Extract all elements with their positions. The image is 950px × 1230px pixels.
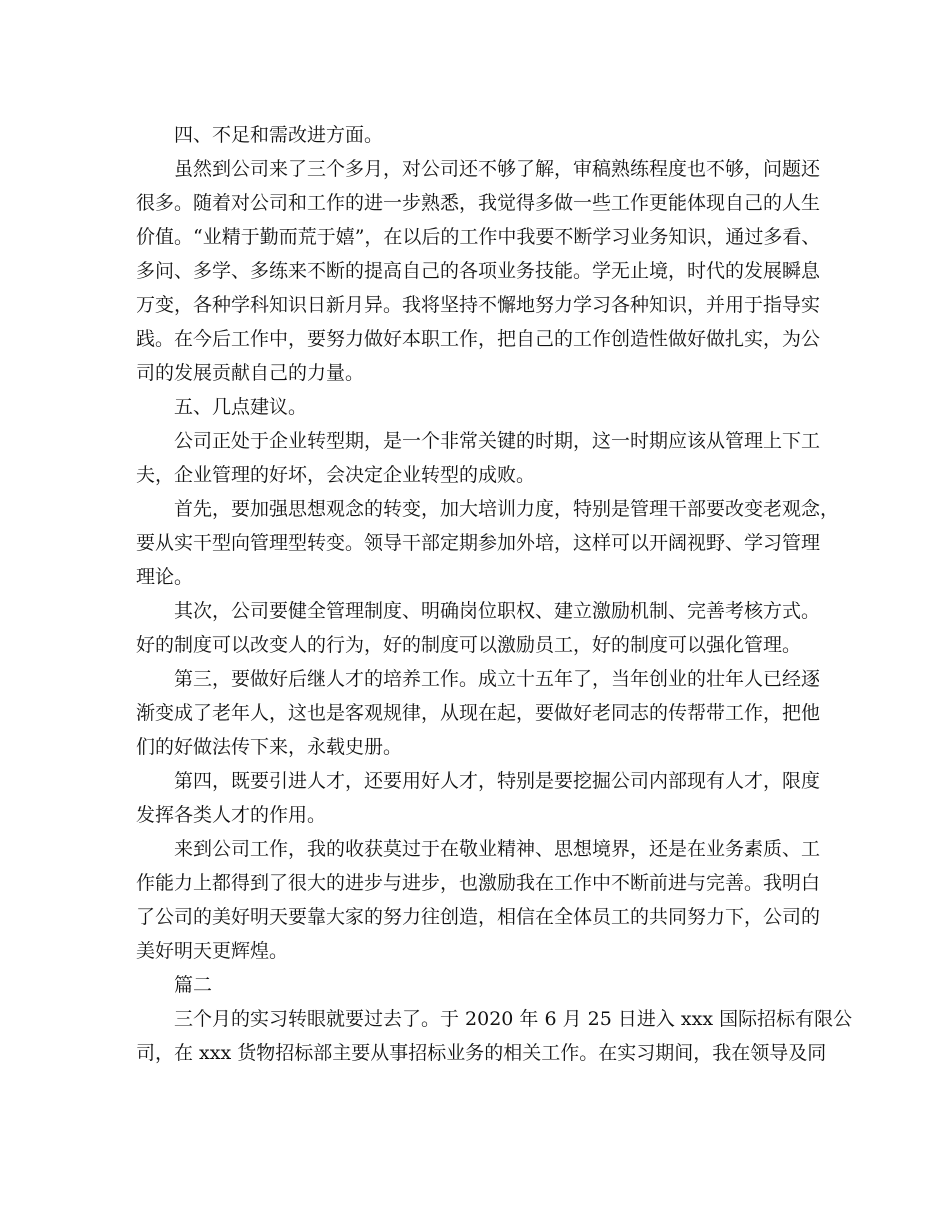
text-line: 第四，既要引进人才，还要用好人才，特别是要挖掘公司内部现有人才，限度 [174, 770, 821, 792]
text-line: 四、不足和需改进方面。 [174, 124, 384, 146]
text-line: 作能力上都得到了很大的进步与进步，也激励我在工作中不断前进与完善。我明白 [136, 872, 821, 894]
text-line: 美好明天更辉煌。 [136, 940, 289, 962]
text-line: 要从实干型向管理型转变。领导干部定期参加外培，这样可以开阔视野、学习管理 [136, 532, 821, 554]
text-line: 多问、多学、多练来不断的提高自己的各项业务技能。学无止境，时代的发展瞬息 [136, 260, 821, 282]
text-line: 价值。“业精于勤而荒于嬉”，在以后的工作中我要不断学习业务知识，通过多看、 [136, 226, 821, 248]
text-line: 虽然到公司来了三个多月，对公司还不够了解，审稿熟练程度也不够，问题还 [174, 158, 821, 180]
text-line: 篇二 [174, 974, 213, 996]
text-line: 夫，企业管理的好坏，会决定企业转型的成败。 [136, 464, 536, 486]
text-line: 发挥各类人才的作用。 [136, 804, 327, 826]
text-line: 好的制度可以改变人的行为，好的制度可以激励员工，好的制度可以强化管理。 [136, 634, 802, 656]
text-line: 司的发展贡献自己的力量。 [136, 362, 365, 384]
text-line: 首先，要加强思想观念的转变，加大培训力度，特别是管理干部要改变老观念， [174, 498, 840, 520]
text-line: 理论。 [136, 566, 194, 588]
text-line: 来到公司工作，我的收获莫过于在敬业精神、思想境界，还是在业务素质、工 [174, 838, 821, 860]
text-line: 践。在今后工作中，要努力做好本职工作，把自己的工作创造性做好做扎实，为公 [136, 328, 821, 350]
text-line: 三个月的实习转眼就要过去了。于 2020 年 6 月 25 日进入 xxx 国际招标有限公 [174, 1008, 853, 1030]
text-line: 公司正处于企业转型期，是一个非常关键的时期，这一时期应该从管理上下工 [174, 430, 821, 452]
text-line: 很多。随着对公司和工作的进一步熟悉，我觉得多做一些工作更能体现自己的人生 [136, 192, 821, 214]
text-line: 们的好做法传下来，永载史册。 [136, 736, 403, 758]
text-line: 万变，各种学科知识日新月异。我将坚持不懈地努力学习各种知识，并用于指导实 [136, 294, 821, 316]
text-line: 了公司的美好明天要靠大家的努力往创造，相信在全体员工的共同努力下，公司的 [136, 906, 821, 928]
text-line: 其次，公司要健全管理制度、明确岗位职权、建立激励机制、完善考核方式。 [174, 600, 821, 622]
document-body [136, 118, 853, 1070]
text-line: 第三，要做好后继人才的培养工作。成立十五年了，当年创业的壮年人已经逐 [174, 668, 821, 690]
text-line: 五、几点建议。 [174, 396, 308, 418]
text-line: 司，在 xxx 货物招标部主要从事招标业务的相关工作。在实习期间，我在领导及同 [136, 1042, 827, 1064]
text-line: 渐变成了老年人，这也是客观规律，从现在起，要做好老同志的传帮带工作，把他 [136, 702, 821, 724]
